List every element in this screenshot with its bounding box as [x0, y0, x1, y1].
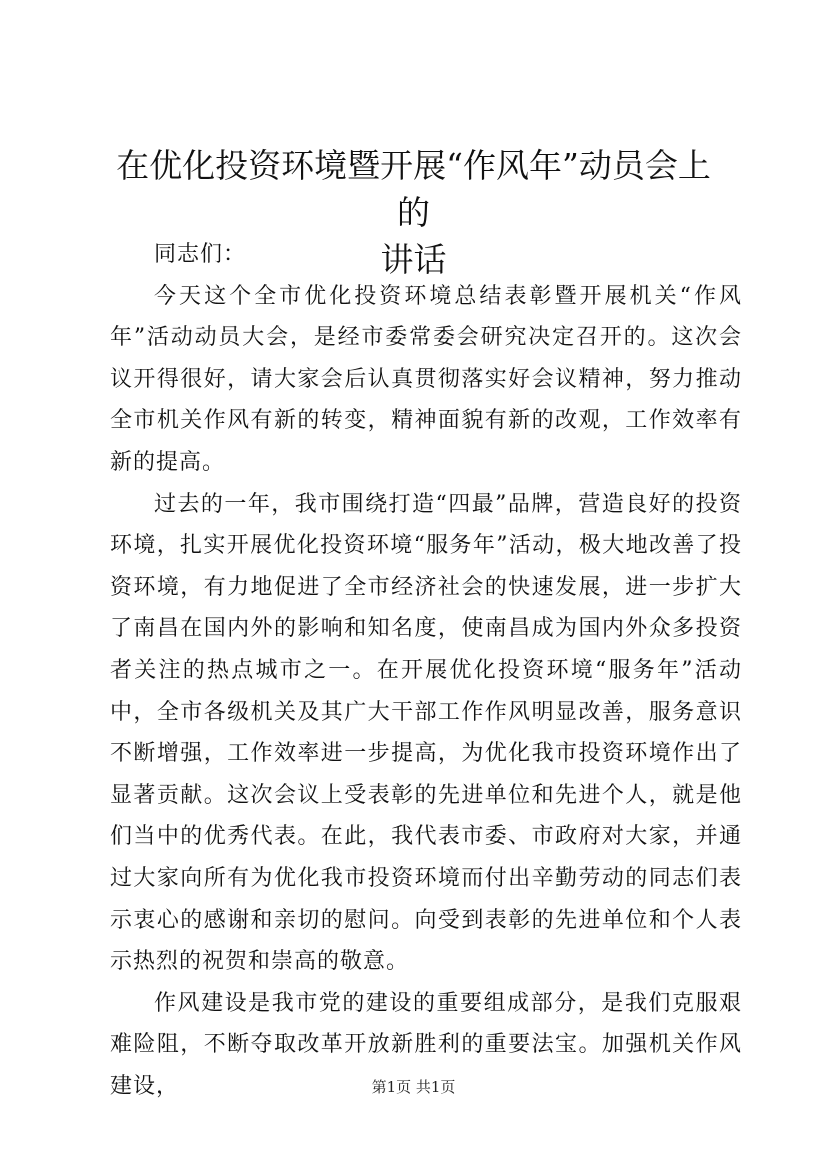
- salutation: 同志们：: [154, 242, 247, 267]
- title-line-1: 在优化投资环境暨开展“作风年”动员会上的: [116, 146, 711, 232]
- paragraph-1: 今天这个全市优化投资环境总结表彰暨开展机关“作风年”活动动员大会，是经市委常委会研究决定召开的。这次会议开得很好，请大家会后认真贯彻落实好会议精神，努力推动全市机关作风有新的转变，精神面貌有新的改观，工作效率有新的提高。: [110, 283, 742, 475]
- paragraph-3: 作风建设是我市党的建设的重要组成部分，是我们克服艰难险阻，不断夺取改革开放新胜利的重要法宝。加强机关作风建设，: [110, 990, 742, 1099]
- paragraph-2: 过去的一年，我市围绕打造“四最”品牌，营造良好的投资环境，扎实开展优化投资环境“服务年”活动，极大地改善了投资环境，有力地促进了全市经济社会的快速发展，进一步扩大了南昌在国内外的影响和知名度，使南昌成为国内外众多投资者关注的热点城市之一。在开展优化投资环境“服务年”活动中，全市各级机关及其广大干部工作作风明显改善，服务意识不断增强，工作效率进一步提高，为优化我市投资环境作出了显著贡献。这次会议上受表彰的先进单位和先进个人，就是他们当中的优秀代表。在此，我代表市委、市政府对大家，并通过大家向所有为优化我市投资环境而付出辛勤劳动的同志们表示衷心的感谢和亲切的慰问。向受到表彰的先进单位和个人表示热烈的祝贺和崇高的敬意。: [110, 491, 742, 975]
- page-footer: 第1页 共1页: [371, 1078, 456, 1096]
- title-line-2: 讲话: [380, 240, 447, 279]
- document-body: [110, 234, 742, 1107]
